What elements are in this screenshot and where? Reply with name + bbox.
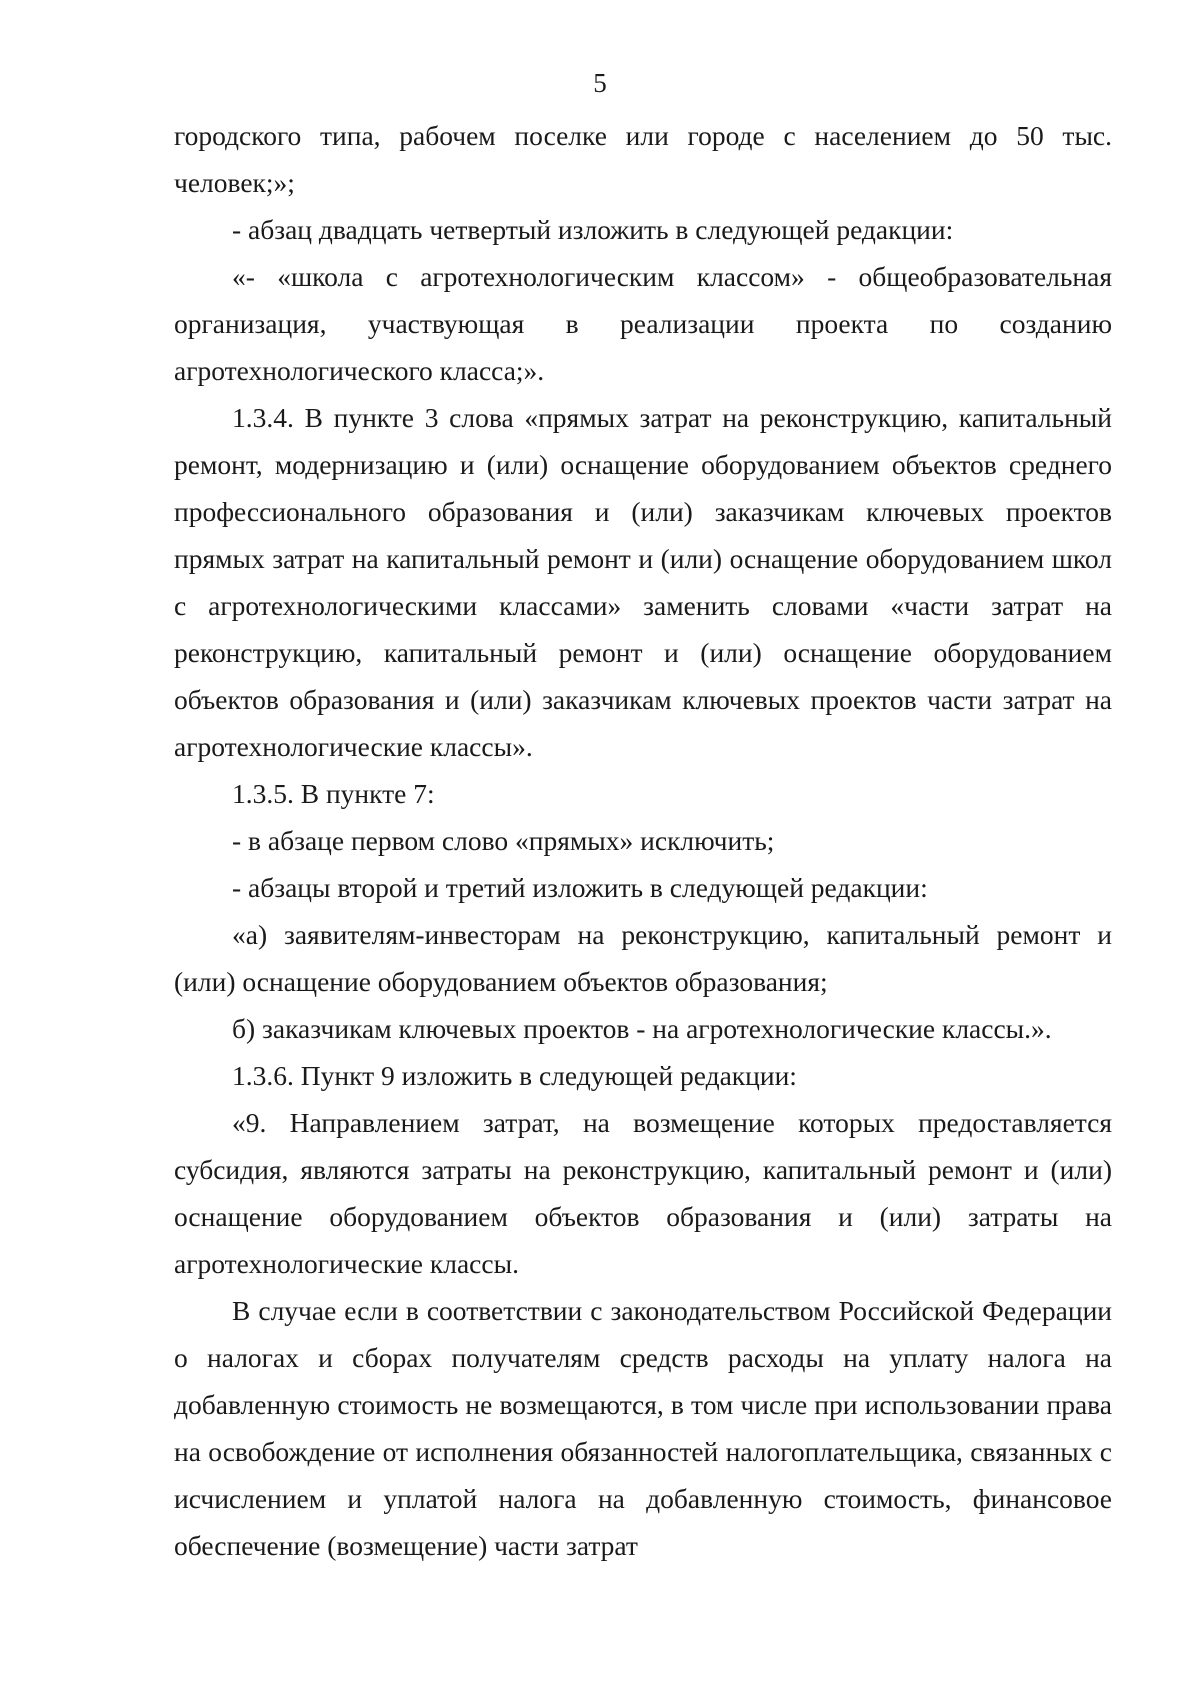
paragraph: «а) заявителям-инвесторам на реконструкцию, капитальный ремонт и (или) оснащение оборудованием объектов образования; <box>174 919 1112 997</box>
document-body <box>174 112 1112 1569</box>
paragraph: «9. Направлением затрат, на возмещение которых предоставляется субсидия, являются затраты на реконструкцию, капитальный ремонт и (или) оснащение оборудованием объектов образования и (или) затраты на агротехнологические классы. <box>174 1107 1112 1279</box>
paragraph: «- «школа с агротехнологическим классом» - общеобразовательная организация, участвующая в реализации проекта по созданию агротехнологического класса;». <box>174 261 1112 386</box>
paragraph: - абзацы второй и третий изложить в следующей редакции: <box>232 872 928 903</box>
paragraph: городского типа, рабочем поселке или городе с населением до 50 тыс. человек;»; <box>174 120 1112 198</box>
paragraph: В случае если в соответствии с законодательством Российской Федерации о налогах и сборах получателям средств расходы на уплату налога на добавленную стоимость не возмещаются, в том числе при использовании права на освобождение от исполнения обязанностей налогоплательщика, связанных с исчислением и уплатой налога на добавленную стоимость, финансовое обеспечение (возмещение) части затрат <box>174 1295 1112 1561</box>
paragraph: 1.3.5. В пункте 7: <box>232 778 435 809</box>
page-number: 5 <box>593 68 607 98</box>
paragraph: 1.3.4. В пункте 3 слова «прямых затрат на реконструкцию, капитальный ремонт, модернизацию и (или) оснащение оборудованием объектов среднего профессионального образования и (или) заказчикам ключевых проектов прямых затрат на капитальный ремонт и (или) оснащение оборудованием школ с агротехнологическими классами» заменить словами «части затрат на реконструкцию, капитальный ремонт и (или) оснащение оборудованием объектов образования и (или) заказчикам ключевых проектов части затрат на агротехнологические классы». <box>174 402 1112 762</box>
paragraph: б) заказчикам ключевых проектов - на агротехнологические классы.». <box>232 1013 1052 1044</box>
paragraph: 1.3.6. Пункт 9 изложить в следующей редакции: <box>232 1060 797 1091</box>
paragraph: - в абзаце первом слово «прямых» исключить; <box>232 825 775 856</box>
paragraph: - абзац двадцать четвертый изложить в следующей редакции: <box>232 214 954 245</box>
